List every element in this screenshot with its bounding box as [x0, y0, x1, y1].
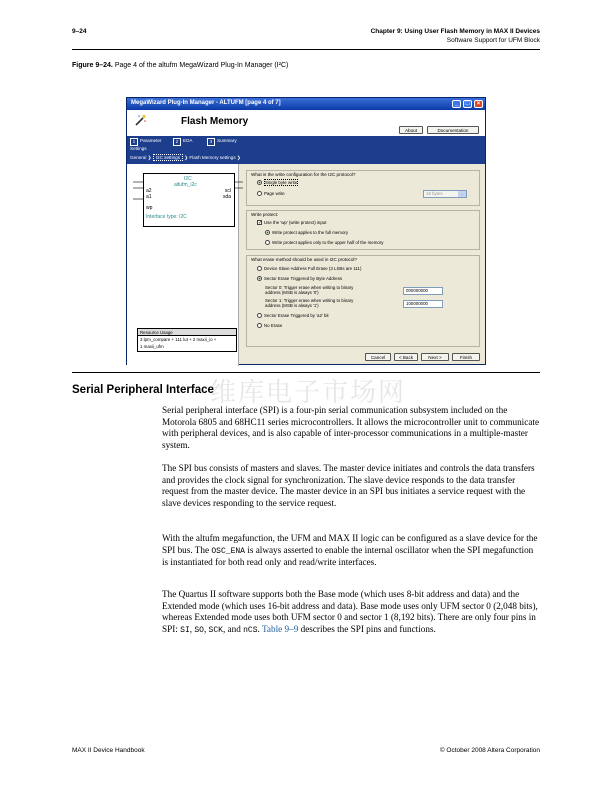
pin-scl: scl [224, 188, 231, 194]
radio-selected-icon [257, 276, 262, 281]
breadcrumb: General ❯ I2C settings ❯ Flash Memory settings ❯ [130, 155, 241, 160]
paragraph-2: The SPI bus consists of masters and slaves. The master device initiates and controls the data transfers and provides the clock signal for synchronization. The slave device responds to the data transfer request from the master device. The master device in an SPI bus initiates a service request with the slave devices responding to the service request. [162, 463, 535, 508]
megawizard-dialog [126, 97, 486, 365]
write-config-question: What is the write configuration for the I2C protocol? [251, 172, 356, 177]
dialog-titlebar [127, 98, 485, 110]
page-write-radio[interactable] [257, 191, 285, 196]
page-number: 9–24 [72, 28, 87, 35]
p4-dot: . [257, 623, 262, 634]
paragraph-4: The Quartus II software supports both the Base mode (which uses 8-bit address and data) and the Extended mode (which uses 16-bit address and data). Base mode uses only UFM sector 0 (2,048 bits), whereas Extended mode uses both UFM sector 0 and sector 1 (8,192 bits). There are only four pins in SPI: SI, SO, SCK, and nCS. Table 9–9 describes the SPI pins and functions. [162, 589, 538, 635]
option-label: Sector Erase Triggered by Byte Address [264, 276, 343, 281]
dialog-title: MegaWizard Plug-In Manager - ALTUFM [page 4 of 7] [131, 100, 281, 106]
section-subtitle: Software Support for UFM Block [446, 37, 540, 44]
tab-label: EDA [183, 138, 193, 143]
header-rule [72, 49, 540, 50]
p4-text-a: The Quartus II software supports both the Base mode (which uses 8-bit address and data) and the Extended mode (which uses 16-bit address and data). Base mode uses only UFM sector 0 (2,048 bits), whereas Extended mode uses both UFM sector 0 and sector 1 (8,192 bits). There are only four pins in SPI: [162, 589, 538, 634]
step-number: 1 [130, 138, 138, 146]
about-button[interactable]: About [399, 126, 423, 134]
pin-wp: wp [146, 205, 153, 211]
radio-icon [257, 323, 262, 328]
sector-erase-byte-radio[interactable] [257, 276, 342, 281]
pin-a2: a2 [146, 188, 152, 194]
option-label: Device Slave Address Full Erase (3 LSBs are 111) [264, 266, 362, 271]
resource-usage-line2: 1 maxii_ufm [140, 344, 164, 349]
option-label: Write protect applies to the full memory [272, 230, 349, 235]
table-9-9-link[interactable]: Table 9–9 [261, 623, 299, 634]
radio-icon [257, 191, 262, 196]
wp-upper-half-radio[interactable] [265, 240, 383, 245]
chapter-title: Chapter 9: Using User Flash Memory in MAX II Devices [370, 28, 540, 35]
sector0-line1: Sector 0: Trigger erase when writing to binary [265, 285, 354, 290]
tab-label: Parameter Settings [130, 138, 162, 151]
maximize-icon[interactable]: □ [463, 100, 472, 108]
single-byte-write-radio[interactable] [257, 180, 298, 185]
tab-eda[interactable] [173, 138, 192, 152]
page-size-select[interactable] [423, 190, 467, 198]
figure-caption [72, 62, 288, 69]
pin-sck-code: SCK [208, 625, 223, 635]
watermark: 维库电子市场网 [210, 378, 407, 408]
sector1-description [265, 298, 353, 308]
paragraph-1: Serial peripheral interface (SPI) is a four-pin serial communication subsystem included on the Motorola 6805 and 68HC11 series microcontrollers. It allows the microcontroller unit to communicate with peripheral devices, and is also capable of inter-processor communications in a multiple-master system. [162, 405, 540, 450]
wp-full-memory-radio[interactable] [265, 230, 348, 235]
crumb-i2c-settings[interactable]: I2C settings [153, 154, 183, 161]
resource-usage-header: Resource Usage [138, 329, 236, 336]
next-button[interactable]: Next > [421, 353, 449, 361]
documentation-button[interactable]: Documentation [427, 126, 479, 134]
full-erase-radio[interactable] [257, 266, 361, 271]
wand-icon [133, 113, 147, 127]
radio-icon [257, 313, 262, 318]
option-label: Sector Erase Triggered by 'a2' bit [264, 313, 329, 318]
tab-parameter-settings[interactable] [130, 138, 170, 152]
use-wp-checkbox[interactable] [257, 220, 326, 225]
pin-sda: sda [222, 194, 231, 200]
section-title: Serial Peripheral Interface [72, 384, 214, 396]
write-protect-label: Write protect: [251, 212, 279, 217]
finish-button[interactable]: Finish [452, 353, 480, 361]
tab-label: Summary [217, 138, 237, 143]
step-number: 2 [173, 138, 181, 146]
write-protect-group [246, 210, 480, 250]
footer-copyright: © October 2008 Altera Corporation [439, 747, 540, 754]
figure-label: Figure 9–24. [72, 62, 113, 69]
step-number: 3 [207, 138, 215, 146]
checkmark-icon: ✓ [258, 220, 263, 227]
paragraph-3 [162, 533, 540, 569]
footer-handbook: MAX II Device Handbook [72, 747, 145, 754]
p3-text-b: is always asserted to enable the internal oscillator when the SPI megafunction is instantiated for both read only and read/write interfaces. [162, 544, 534, 568]
sector1-address-input[interactable]: 100000000 [403, 300, 443, 308]
symbol-title: I2C [184, 176, 192, 182]
p4-and: , and [222, 623, 244, 634]
p4-end: describes the SPI pins and functions. [298, 623, 436, 634]
symbol-subtitle: altufm_i2c [174, 182, 197, 188]
option-label: Write protect applies only to the upper half of the memory [272, 240, 384, 245]
resource-usage [137, 328, 237, 352]
osc-ena-code: OSC_ENA [211, 546, 245, 556]
sector0-address-input[interactable]: 000000000 [403, 287, 443, 295]
cancel-button[interactable]: Cancel [365, 353, 391, 361]
pin-ncs-code: nCS [243, 625, 258, 635]
dialog-heading: Flash Memory [181, 116, 249, 127]
sector0-line2: address (MSB is always '0') [265, 290, 319, 295]
option-label: Single byte write [265, 180, 298, 185]
close-icon[interactable]: × [474, 100, 483, 108]
option-label: No Erase [264, 323, 283, 328]
sector0-description [265, 285, 353, 295]
checkbox-label: Use the 'wp' (write protect) input [264, 220, 327, 225]
sector1-line2: address (MSB is always '1') [265, 303, 319, 308]
write-config-group [246, 170, 480, 206]
symbol-preview-pane [127, 164, 239, 366]
page-size-value: 16 bytes [426, 191, 443, 196]
interface-type: Interface type: I2C [146, 214, 187, 220]
sector-erase-a2-radio[interactable] [257, 313, 329, 318]
sector1-line1: Sector 1: Trigger erase when writing to binary [265, 298, 354, 303]
erase-method-group [246, 255, 480, 347]
radio-icon [265, 240, 270, 245]
erase-question: What erase method should be used in I2C protocol? [251, 257, 357, 262]
figure-caption-text: Page 4 of the altufm MegaWizard Plug-In Manager (I²C) [114, 62, 289, 69]
pin-a1: a1 [146, 194, 152, 200]
crumb-flash-memory-settings[interactable]: Flash Memory settings [189, 155, 236, 160]
radio-selected-icon [257, 180, 262, 185]
pin-lines [133, 173, 243, 213]
chevron-down-icon: ⌄ [458, 191, 466, 197]
radio-selected-icon [265, 230, 270, 235]
option-label: Page write [264, 191, 285, 196]
pin-so-code: SO [194, 625, 204, 635]
no-erase-radio[interactable] [257, 323, 282, 328]
pin-si-code: SI [180, 625, 190, 635]
resource-usage-line1: 3 lpm_compare + 111 lut + 2 maxii_io + [140, 337, 217, 342]
wizard-nav [127, 136, 485, 164]
back-button[interactable]: < Back [394, 353, 418, 361]
crumb-general[interactable]: General [130, 155, 147, 160]
p3-text-a: With the altufm megafunction, the UFM and MAX II logic can be configured as a slave device for the SPI bus. The [162, 533, 538, 555]
tab-summary[interactable] [207, 138, 237, 152]
minimize-icon[interactable]: _ [452, 100, 461, 108]
radio-icon [257, 266, 262, 271]
